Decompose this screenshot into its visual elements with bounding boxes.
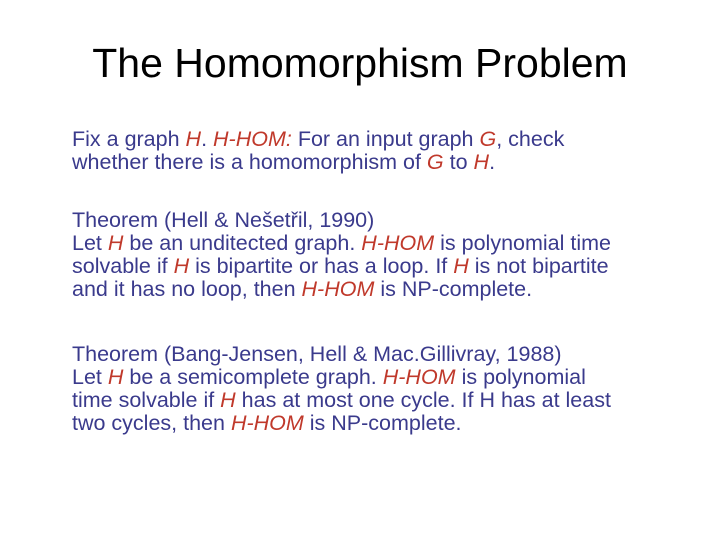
theorem-line-3: and it has no loop, then H-HOM is NP-complete.	[72, 277, 533, 301]
slide-title: The Homomorphism Problem	[92, 40, 628, 86]
theorem-line-2: solvable if H is bipartite or has a loop. If H is not bipartite	[72, 254, 609, 278]
definition-line-1: Fix a graph H. H-HOM: For an input graph G, check	[72, 127, 565, 151]
theorem-bang-jensen	[72, 343, 692, 435]
theorem-heading: Theorem (Bang-Jensen, Hell & Mac.Gillivray, 1988)	[72, 342, 562, 366]
theorem-line-3: two cycles, then H-HOM is NP-complete.	[72, 411, 462, 435]
theorem-line-1: Let H be an unditected graph. H-HOM is polynomial time	[72, 231, 611, 255]
theorem-line-1: Let H be a semicomplete graph. H-HOM is polynomial	[72, 365, 586, 389]
definition-paragraph	[72, 128, 692, 174]
theorem-hell-nesetril	[72, 209, 692, 301]
theorem-heading: Theorem (Hell & Nešetřil, 1990)	[72, 208, 375, 232]
theorem-line-2: time solvable if H has at most one cycle. If H has at least	[72, 388, 611, 412]
definition-line-2: whether there is a homomorphism of G to H.	[72, 150, 496, 174]
